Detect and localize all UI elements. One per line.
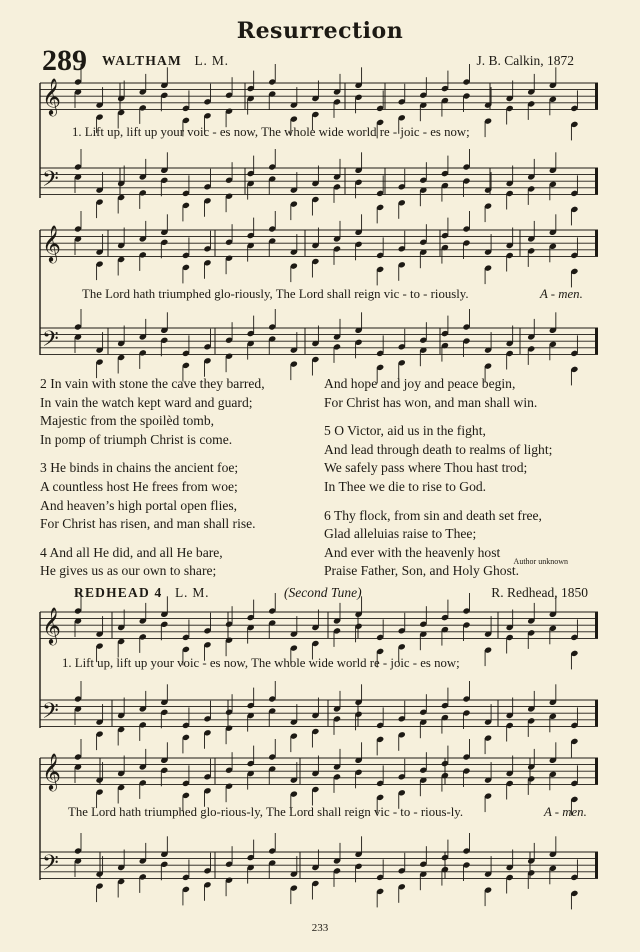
treble-clef-icon: 𝄞 — [42, 224, 61, 262]
tune2-amen: A - men. — [544, 805, 587, 819]
verse-line: Praise Father, Son, and Holy Ghost. — [324, 563, 520, 579]
verse-line: And hope and joy and peace begin, — [324, 376, 516, 391]
tune2-meter: L. M. — [174, 585, 210, 600]
tune1-lyric-line1: 1. Lift up, lift up your voic - es now, The whole wide world re - joic - es now; — [72, 125, 470, 139]
verses-left-column — [40, 375, 265, 581]
verses-right-column — [324, 375, 552, 581]
treble-clef-icon: 𝄞 — [42, 77, 61, 115]
verse-line: 3 He binds in chains the ancient foe; — [40, 460, 239, 476]
verse-line: 2 In vain with stone the cave they barred, — [40, 376, 265, 391]
verse-line: He gives us as our own to share; — [40, 563, 217, 579]
bass-clef-icon: 𝄢 — [42, 327, 59, 357]
verse-line: 6 Thy flock, from sin and death set free, — [324, 507, 542, 523]
tune2-name: REDHEAD 4 — [74, 585, 163, 600]
verse-line: In pomp of triumph Christ is come. — [40, 431, 233, 447]
verse-gap — [324, 412, 552, 422]
hymn-number: 289 — [42, 44, 87, 77]
tune2-subtitle: (Second Tune) — [284, 585, 362, 600]
verse-line: For Christ has won, and man shall win. — [324, 394, 538, 410]
treble-clef-icon: 𝄞 — [42, 606, 61, 644]
verse-gap — [40, 449, 265, 459]
treble-clef-icon: 𝄞 — [42, 752, 61, 790]
bass-clef-icon: 𝄢 — [42, 851, 59, 881]
tune2-lyric-line2: The Lord hath triumphed glo-rious-ly, The Lord shall reign vic - to - rious-ly. — [68, 805, 464, 819]
verse-line: For Christ has risen, and man shall rise. — [40, 516, 256, 532]
verse-line: In vain the watch kept ward and guard; — [40, 394, 253, 410]
verse-line: In Thee we die to rise to God. — [324, 478, 487, 494]
bass-clef-icon: 𝄢 — [42, 699, 59, 729]
tune1-composer: J. B. Calkin, 1872 — [476, 53, 574, 68]
verse-line: And lead through death to realms of light; — [324, 441, 553, 457]
verse-line: We safely pass where Thou hast trod; — [324, 460, 528, 476]
tune2-lyric-line1: 1. Lift up, lift up your voic - es now, The whole wide world re - joic - es now; — [62, 656, 460, 670]
verse-line: Glad alleluias raise to Thee; — [324, 526, 477, 542]
verse-line: 4 And all He did, and all He bare, — [40, 544, 223, 560]
tune1-name: WALTHAM — [102, 53, 182, 68]
bass-clef-icon: 𝄢 — [42, 167, 59, 197]
author-attribution: Author unknown — [513, 557, 568, 566]
verse-line: A countless host He frees from woe; — [40, 478, 238, 494]
verse-line: 5 O Victor, aid us in the fight, — [324, 423, 486, 439]
page-number: 233 — [311, 922, 329, 934]
tune1-amen: A - men. — [540, 287, 583, 301]
tune2-composer: R. Redhead, 1850 — [491, 585, 588, 600]
verse-gap — [324, 497, 552, 507]
verse-line: And ever with the heavenly host — [324, 544, 501, 560]
tune2-header — [74, 585, 209, 601]
verse-line: Majestic from the spoilèd tomb, — [40, 413, 215, 429]
tune1-meter: L. M. — [194, 53, 229, 68]
tune1-lyric-line2: The Lord hath triumphed glo-riously, The Lord shall reign vic - to - riously. — [82, 287, 469, 301]
verse-gap — [40, 534, 265, 544]
section-title: Resurrection — [236, 18, 404, 44]
verse-line: And heaven’s high portal open flies, — [40, 497, 238, 513]
